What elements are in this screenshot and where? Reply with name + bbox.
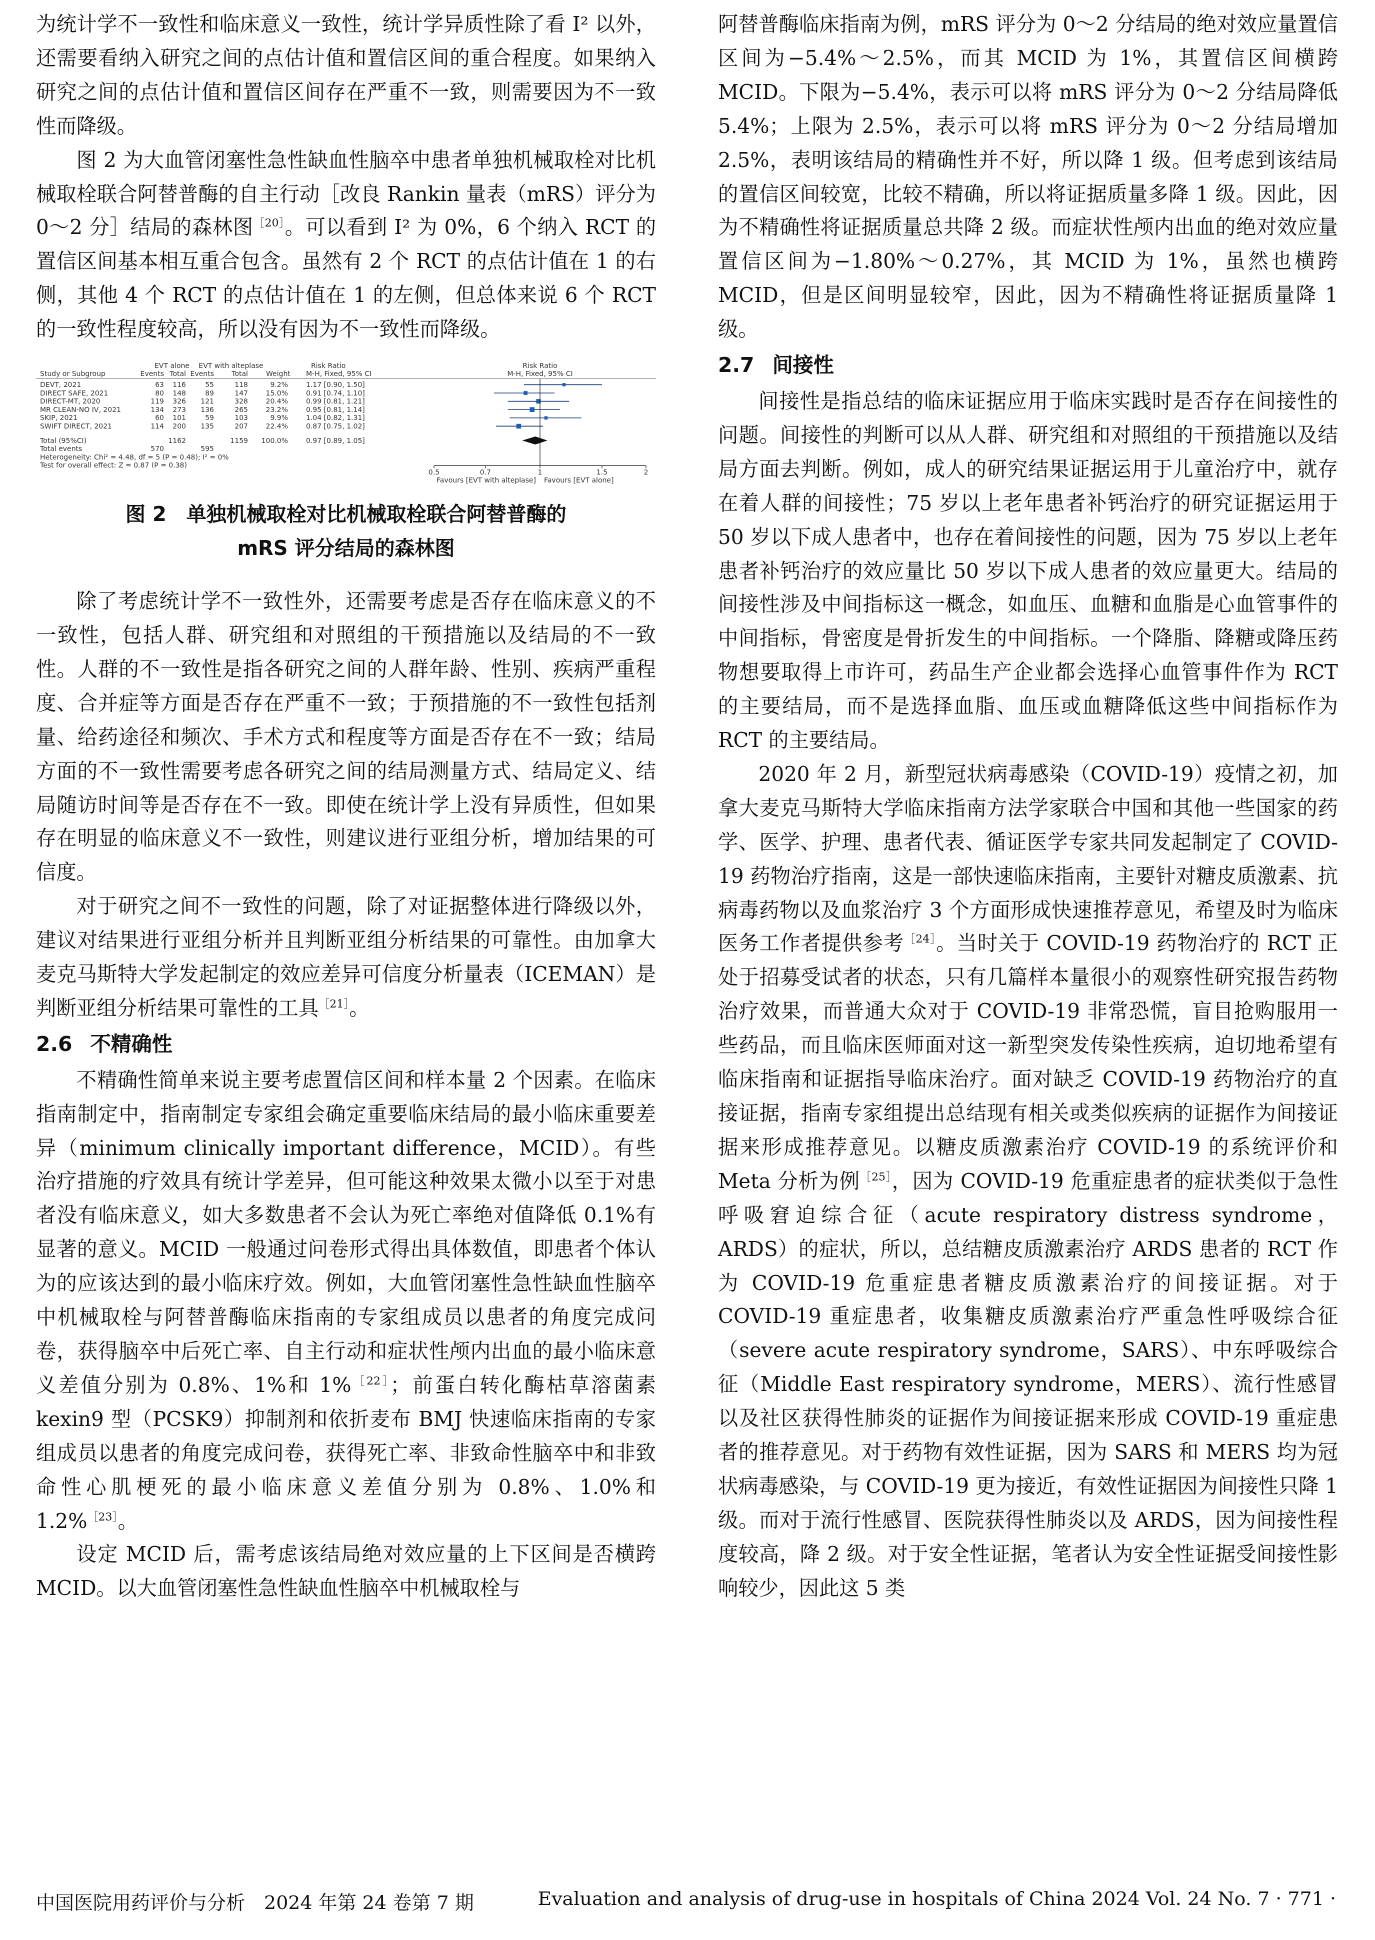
paragraph-text: 。当时关于 COVID-19 药物治疗的 RCT 正处于招募受试者的状态，只有几篇样本量很小的观察性研究报告药物治疗效果，而普通大众对于 COVID-19 非常恐慌，盲目抢购服用一些药品，而且临床医师面对这一新型突发传染性疾病，迫切地希望有临床指南和证据指导临床治疗。面对缺乏 COVID-19 药物治疗的直接证据，指南专家组提出总结现有相关或类似疾病的证据作为间接证据来形成推荐意见。以糖皮质激素治疗 COVID-19 的系统评价和 Meta 分析为例 <box>718 931 1339 1193</box>
paragraph-text: 间接性是指总结的临床证据应用于临床实践时是否存在间接性的问题。间接性的判断可以从人群、研究组和对照组的干预措施以及结局方面去判断。例如，成人的研究结果证据运用于儿童治疗中，就存在着人群的间接性；75 岁以上老年患者补钙治疗的研究证据运用于 50 岁以下成人患者中，也存在着间接性的问题，因为 75 岁以上老年患者补钙治疗的效应量比 50 岁以下成人患者的效应量更大。结局的间接性涉及中间指标这一概念，如血压、血糖和血脂是心血管事件的中间指标，骨密度是骨折发生的中间指标。一个降脂、降糖或降压药物想要取得上市许可，药品生产企业都会选择心血管事件作为 RCT 的主要结局，而不是选择血脂、血压或血糖降低这些中间指标作为 RCT 的主要结局。 <box>718 388 1338 753</box>
paragraph-text: 图 2 为大血管闭塞性急性缺血性脑卒中患者单独机械取栓对比机械取栓联合阿替普酶的自主行动［改良 Rankin 量表（mRS）评分为 0～2 分］结局的森林图 <box>36 147 656 240</box>
events-value: 55 <box>205 381 214 390</box>
weight-value: 9.2% <box>270 381 288 390</box>
paragraph <box>36 1064 656 1539</box>
paragraph-text: 对于研究之间不一致性的问题，除了对证据整体进行降级以外，建议对结果进行亚组分析并且判断亚组分析结果的可靠性。由加拿大麦克马斯特大学发起制定的效应差异可信度分析量表（ICEMAN）是判断亚组分析结果可靠性的工具 <box>36 894 656 1020</box>
total-value: 200 <box>172 422 186 431</box>
pooled-diamond <box>522 437 547 445</box>
total-value: 147 <box>234 389 248 398</box>
point-estimate <box>530 407 535 412</box>
total-value: 328 <box>234 397 248 406</box>
study-name: DIRECT-MT, 2020 <box>40 397 101 406</box>
paragraph <box>36 144 656 347</box>
paragraph-text: 除了考虑统计学不一致性外，还需要考虑是否存在临床意义的不一致性，包括人群、研究组和对照组的干预措施以及结局的不一致性。人群的不一致性是指各研究之间的人群年龄、性别、疾病严重程度、合并症等方面是否存在严重不一致；于预措施的不一致性包括剂量、给药途径和频次、手术方式和程度等方面是否存在不一致；结局方面的不一致性需要考虑各研究之间的结局测量方式、结局定义、结局随访时间等是否存在不一致。即使在统计学上没有异质性，但如果存在明显的临床意义不一致性，则建议进行亚组分析，增加结果的可信度。 <box>36 589 656 885</box>
journal-info-en: Evaluation and analysis of drug-use in hospitals of China 2024 Vol. 24 No. 7 · 771 · <box>537 1888 1336 1910</box>
events-value: 121 <box>200 397 214 406</box>
events-value: 135 <box>200 422 214 431</box>
paragraph-text: ，因为 COVID-19 危重症患者的症状类似于急性呼吸窘迫综合征（acute respiratory distress syndrome，ARDS）的症状，所以，总结糖皮质激素治疗 ARDS 患者的 RCT 作为 COVID-19 危重症患者糖皮质激素治疗的间接证据。对于 COVID-19 重症患者，收集糖皮质激素治疗严重急性呼吸综合征（severe acute respiratory syndrome，SARS）、中东呼吸综合征（Middle East respiratory syndrome，MERS）、流行性感冒以及社区获得性肺炎的证据作为间接证据来形成 COVID-19 重症患者的推荐意见。对于药物有效性证据，因为 SARS 和 MERS 均为冠状病毒感染，与 COVID-19 更为接近，有效性证据因为间接性只降 1 级。而对于流行性感冒、医院获得性肺炎以及 ARDS，因为间接性程度较高，降 2 级。对于安全性证据，笔者认为安全性证据受间接性影响较少，因此这 5 类 <box>718 1168 1339 1600</box>
rr-column-header: Risk Ratio <box>311 362 346 371</box>
x-tick-label: 0.7 <box>479 468 492 477</box>
rr-value: 0.95 [0.81, 1.14] <box>306 405 365 414</box>
paragraph <box>36 8 656 144</box>
favours-left-label: Favours [EVT with alteplase] <box>436 476 536 485</box>
paragraph-text: ；前蛋白转化酶枯草溶菌素 kexin9 型（PCSK9）抑制剂和依折麦布 BMJ 快速临床指南的专家组成员以患者的角度完成问卷，获得死亡率、非致命性脑卒中和非致命性心肌梗死的最小临床意义差值分别为 0.8%、1.0%和 1.2% <box>36 1372 656 1533</box>
events-value: 59 <box>205 414 214 423</box>
events-value: 60 <box>155 414 164 423</box>
plot-method-header: M-H, Fixed, 95% CI <box>507 370 573 379</box>
point-estimate <box>524 391 528 395</box>
events-value: 63 <box>155 381 164 390</box>
right-column <box>718 8 1338 1606</box>
caption-line: mRS 评分结局的森林图 <box>237 536 455 561</box>
x-tick-label: 1 <box>537 468 543 477</box>
favours-right-label: Favours [EVT alone] <box>544 476 614 485</box>
weight-header: Weight <box>266 370 291 379</box>
events-value: 114 <box>150 422 164 431</box>
paragraph <box>36 1538 656 1606</box>
x-tick-label: 0.5 <box>428 468 440 477</box>
paragraph-text: 为统计学不一致性和临床意义一致性，统计学异质性除了看 I² 以外，还需要看纳入研究之间的点估计值和置信区间的重合程度。如果纳入研究之间的点估计值和置信区间存在严重不一致，则需要因为不一致性而降级。 <box>36 12 656 138</box>
total-label: Total (95%CI) <box>40 436 87 445</box>
page-footer <box>36 1888 1336 1918</box>
events-value: 134 <box>150 405 164 414</box>
study-name: SKIP, 2021 <box>40 414 78 423</box>
events-value: 80 <box>155 389 164 398</box>
events-header: Events <box>140 370 164 379</box>
citation-ref[interactable]: ［24］ <box>904 932 937 946</box>
total-value: 326 <box>172 397 186 406</box>
study-name: DIRECT SAFE, 2021 <box>40 389 109 398</box>
plot-header: Risk Ratio <box>522 362 558 371</box>
section-heading-2-7 <box>718 349 1338 383</box>
rr-value: 1.04 [0.82, 1.31] <box>306 414 365 423</box>
total-value: 1162 <box>168 436 186 445</box>
paragraph <box>718 758 1338 1606</box>
events-value: 119 <box>150 397 164 406</box>
paragraph <box>36 585 656 890</box>
point-estimate <box>544 416 547 419</box>
point-estimate <box>516 424 521 429</box>
weight-value: 20.4% <box>265 397 288 406</box>
events-value: 570 <box>150 445 164 454</box>
total-value: 1159 <box>230 436 248 445</box>
section-number: 2.7 <box>718 353 755 378</box>
figure-caption <box>36 497 656 565</box>
rr-value: 1.17 [0.90, 1.50] <box>306 381 365 390</box>
paragraph <box>718 385 1338 758</box>
paragraph-text: 设定 MCID 后，需考虑该结局绝对效应量的上下区间是否横跨 MCID。以大血管闭塞性急性缺血性脑卒中机械取栓与 <box>36 1542 656 1601</box>
total-value: 148 <box>172 389 186 398</box>
citation-ref[interactable]: ［25］ <box>860 1170 892 1184</box>
events-value: 89 <box>205 389 214 398</box>
paragraph-text: 。可以看到 I² 为 0%，6 个纳入 RCT 的置信区间基本相互重合包含。虽然有 2 个 RCT 的点估计值在 1 的右侧，其他 4 个 RCT 的点估计值在 1 的左侧，但总体来说 6 个 RCT 的一致性程度较高，所以没有因为不一致性而降级。 <box>36 215 657 342</box>
left-column <box>36 8 656 1606</box>
total-value: 103 <box>234 414 248 423</box>
study-column-header: Study or Subgroup <box>40 370 106 379</box>
rr-method-header: M-H, Fixed, 95% CI <box>306 370 372 379</box>
paragraph <box>718 8 1338 347</box>
point-estimate <box>562 383 565 386</box>
total-value: 101 <box>172 414 186 423</box>
rr-value: 0.97 [0.89, 1.05] <box>306 436 365 445</box>
citation-ref[interactable]: ［22］ <box>351 1374 391 1388</box>
group1-header: EVT alone <box>154 362 190 371</box>
total-events-label: Total events <box>40 445 83 454</box>
paragraph-text: 。 <box>117 1508 138 1533</box>
rr-value: 0.99 [0.81, 1.21] <box>306 397 365 406</box>
rr-value: 0.87 [0.75, 1.02] <box>306 422 365 431</box>
paragraph-text: 阿替普酶临床指南为例，mRS 评分为 0～2 分结局的绝对效应量置信区间为−5.4%～2.5%，而其 MCID 为 1%，其置信区间横跨 MCID。下限为−5.4%，表示可以将 mRS 评分为 0～2 分结局降低 5.4%；上限为 2.5%，表示可以将 mRS 评分为 0～2 分结局增加 2.5%，表明该结局的精确性并不好，所以降 1 级。但考虑到该结局的置信区间较宽，比较不精确，所以将证据质量多降 1 级。因此，因为不精确性将证据质量总共降 2 级。而症状性颅内出血的绝对效应量置信区间为−1.80%～0.27%，其 MCID 为 1%，虽然也横跨 MCID，但是区间明显较窄，因此，因为不精确性将证据质量降 1 级。 <box>718 12 1338 342</box>
total-value: 207 <box>234 422 248 431</box>
paragraph-text: 。 <box>349 995 370 1020</box>
heterogeneity-text: Heterogeneity: Chi² = 4.48, df = 5 (P = 0.48); I² = 0% <box>40 453 229 462</box>
weight-value: 23.2% <box>265 405 288 414</box>
overall-effect-text: Test for overall effect: Z = 0.87 (P = 0.38) <box>40 461 187 470</box>
forest-plot <box>36 359 656 489</box>
rr-value: 0.91 [0.74, 1.10] <box>306 389 365 398</box>
weight-value: 9.9% <box>270 414 288 423</box>
total-value: 265 <box>234 405 248 414</box>
total-header: Total <box>231 370 248 379</box>
paragraph <box>36 890 656 1026</box>
events-value: 136 <box>200 405 214 414</box>
paragraph-text: 2020 年 2 月，新型冠状病毒感染（COVID-19）疫情之初，加拿大麦克马斯特大学临床指南方法学家联合中国和其他一些国家的药学、医学、护理、患者代表、循证医学专家共同发起制定了 COVID-19 药物治疗指南，这是一部快速临床指南，主要针对糖皮质激素、抗病毒药物以及血浆治疗 3 个方面形成快速推荐意见，希望及时为临床医务工作者提供参考 <box>718 761 1338 956</box>
citation-ref[interactable]: ［21］ <box>318 997 350 1011</box>
total-value: 116 <box>172 381 186 390</box>
study-name: SWIFT DIRECT, 2021 <box>40 422 113 431</box>
citation-ref[interactable]: ［20］ <box>253 216 285 230</box>
section-number: 2.6 <box>36 1031 73 1056</box>
journal-info-cn: 中国医院用药评价与分析 2024 年第 24 卷第 7 期 <box>36 1892 474 1914</box>
x-tick-label: 1.5 <box>596 468 608 477</box>
total-value: 118 <box>234 381 248 390</box>
forest-plot-figure <box>36 359 656 489</box>
group2-header: EVT with alteplase <box>198 362 264 371</box>
x-tick-label: 2 <box>643 468 649 477</box>
weight-value: 22.4% <box>265 422 288 431</box>
citation-ref[interactable]: ［23］ <box>87 1509 118 1523</box>
study-name: DEVT, 2021 <box>40 381 82 390</box>
events-header: Events <box>190 370 214 379</box>
events-value: 595 <box>200 445 214 454</box>
section-title: 间接性 <box>772 353 834 378</box>
study-name: MR CLEAN-NO IV, 2021 <box>40 405 121 414</box>
caption-line: 图 2 单独机械取栓对比机械取栓联合阿替普酶的 <box>125 502 567 527</box>
total-value: 273 <box>172 405 186 414</box>
weight-value: 15.0% <box>265 389 288 398</box>
section-title: 不精确性 <box>90 1031 173 1056</box>
section-heading-2-6 <box>36 1028 656 1062</box>
total-header: Total <box>169 370 186 379</box>
paragraph-text: 不精确性简单来说主要考虑置信区间和样本量 2 个因素。在临床指南制定中，指南制定专家组会确定重要临床结局的最小临床重要差异（minimum clinically important difference，MCID）。有些治疗措施的疗效具有统计学差异，但可能这种效果太微小以至于对患者没有临床意义，如大多数患者不会认为死亡率绝对值降低 0.1%有显著的意义。MCID 一般通过问卷形式得出具体数值，即患者个体认为的应该达到的最小临床疗效。例如，大血管闭塞性急性缺血性脑卒中机械取栓与阿替普酶临床指南的专家组成员以患者的角度完成问卷，获得脑卒中后死亡率、自主行动和症状性颅内出血的最小临床意义差值分别为 0.8%、1%和 1% <box>36 1067 656 1397</box>
weight-value: 100.0% <box>261 436 288 445</box>
